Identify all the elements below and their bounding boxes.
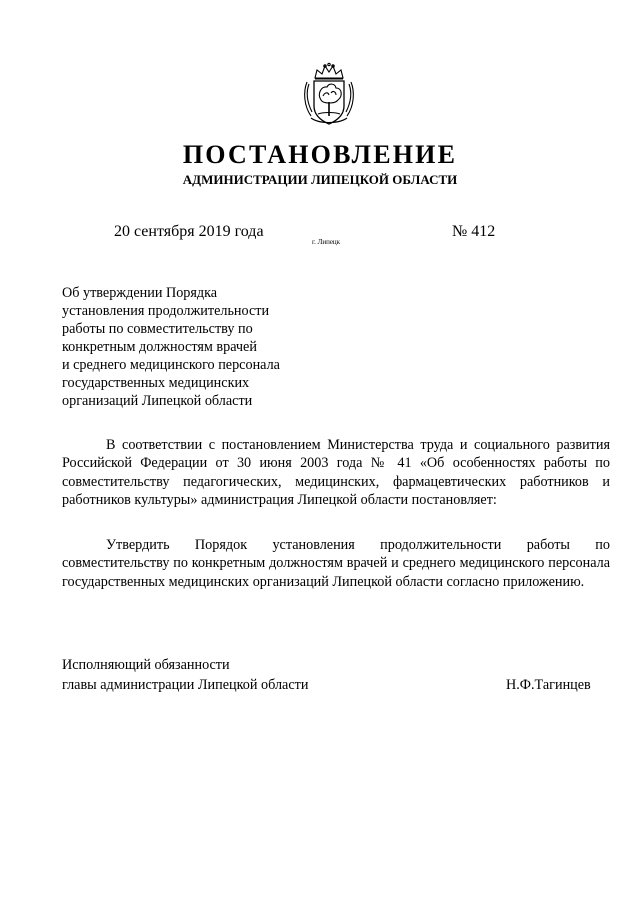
subject-line: и среднего медицинского персонала	[62, 357, 280, 373]
subject-line: организаций Липецкой области	[62, 393, 253, 409]
signer-name: Н.Ф.Тагинцев	[506, 677, 591, 693]
subject-line: Об утверждении Порядка	[62, 285, 218, 301]
body-paragraph-resolution: Утвердить Порядок установления продолжительности работы по совместительству по конкретным должностям врачей и среднего медицинского персонала государственных медицинских организаций Липецкой области согласно приложению.	[62, 537, 610, 590]
subject-line: конкретным должностям врачей	[62, 339, 257, 355]
document-title: ПОСТАНОВЛЕНИЕ	[182, 140, 458, 169]
subject-line: установления продолжительности	[62, 303, 270, 319]
body-paragraph-preamble: В соответствии с постановлением Министерства труда и социального развития Российской Федерации от 30 июня 2003 года № 41 «Об особенностях работы по совместительству педагогических, медицинских, фармацевтических работников и работников культуры» администрация Липецкой области постановляет:	[62, 437, 610, 509]
document-subtitle: АДМИНИСТРАЦИИ ЛИПЕЦКОЙ ОБЛАСТИ	[182, 172, 458, 187]
subject-line: работы по совместительству по	[62, 321, 253, 337]
document-city: г. Липецк	[312, 238, 341, 246]
document-number: № 412	[452, 223, 496, 240]
subject-line: государственных медицинских	[62, 375, 250, 391]
coat-of-arms-icon	[301, 62, 357, 128]
document-subject	[62, 284, 312, 410]
signer-position-line-1: Исполняющий обязанности	[62, 657, 230, 673]
signer-position-line-2: главы администрации Липецкой области	[62, 677, 309, 693]
document-date: 20 сентября 2019 года	[114, 223, 264, 240]
